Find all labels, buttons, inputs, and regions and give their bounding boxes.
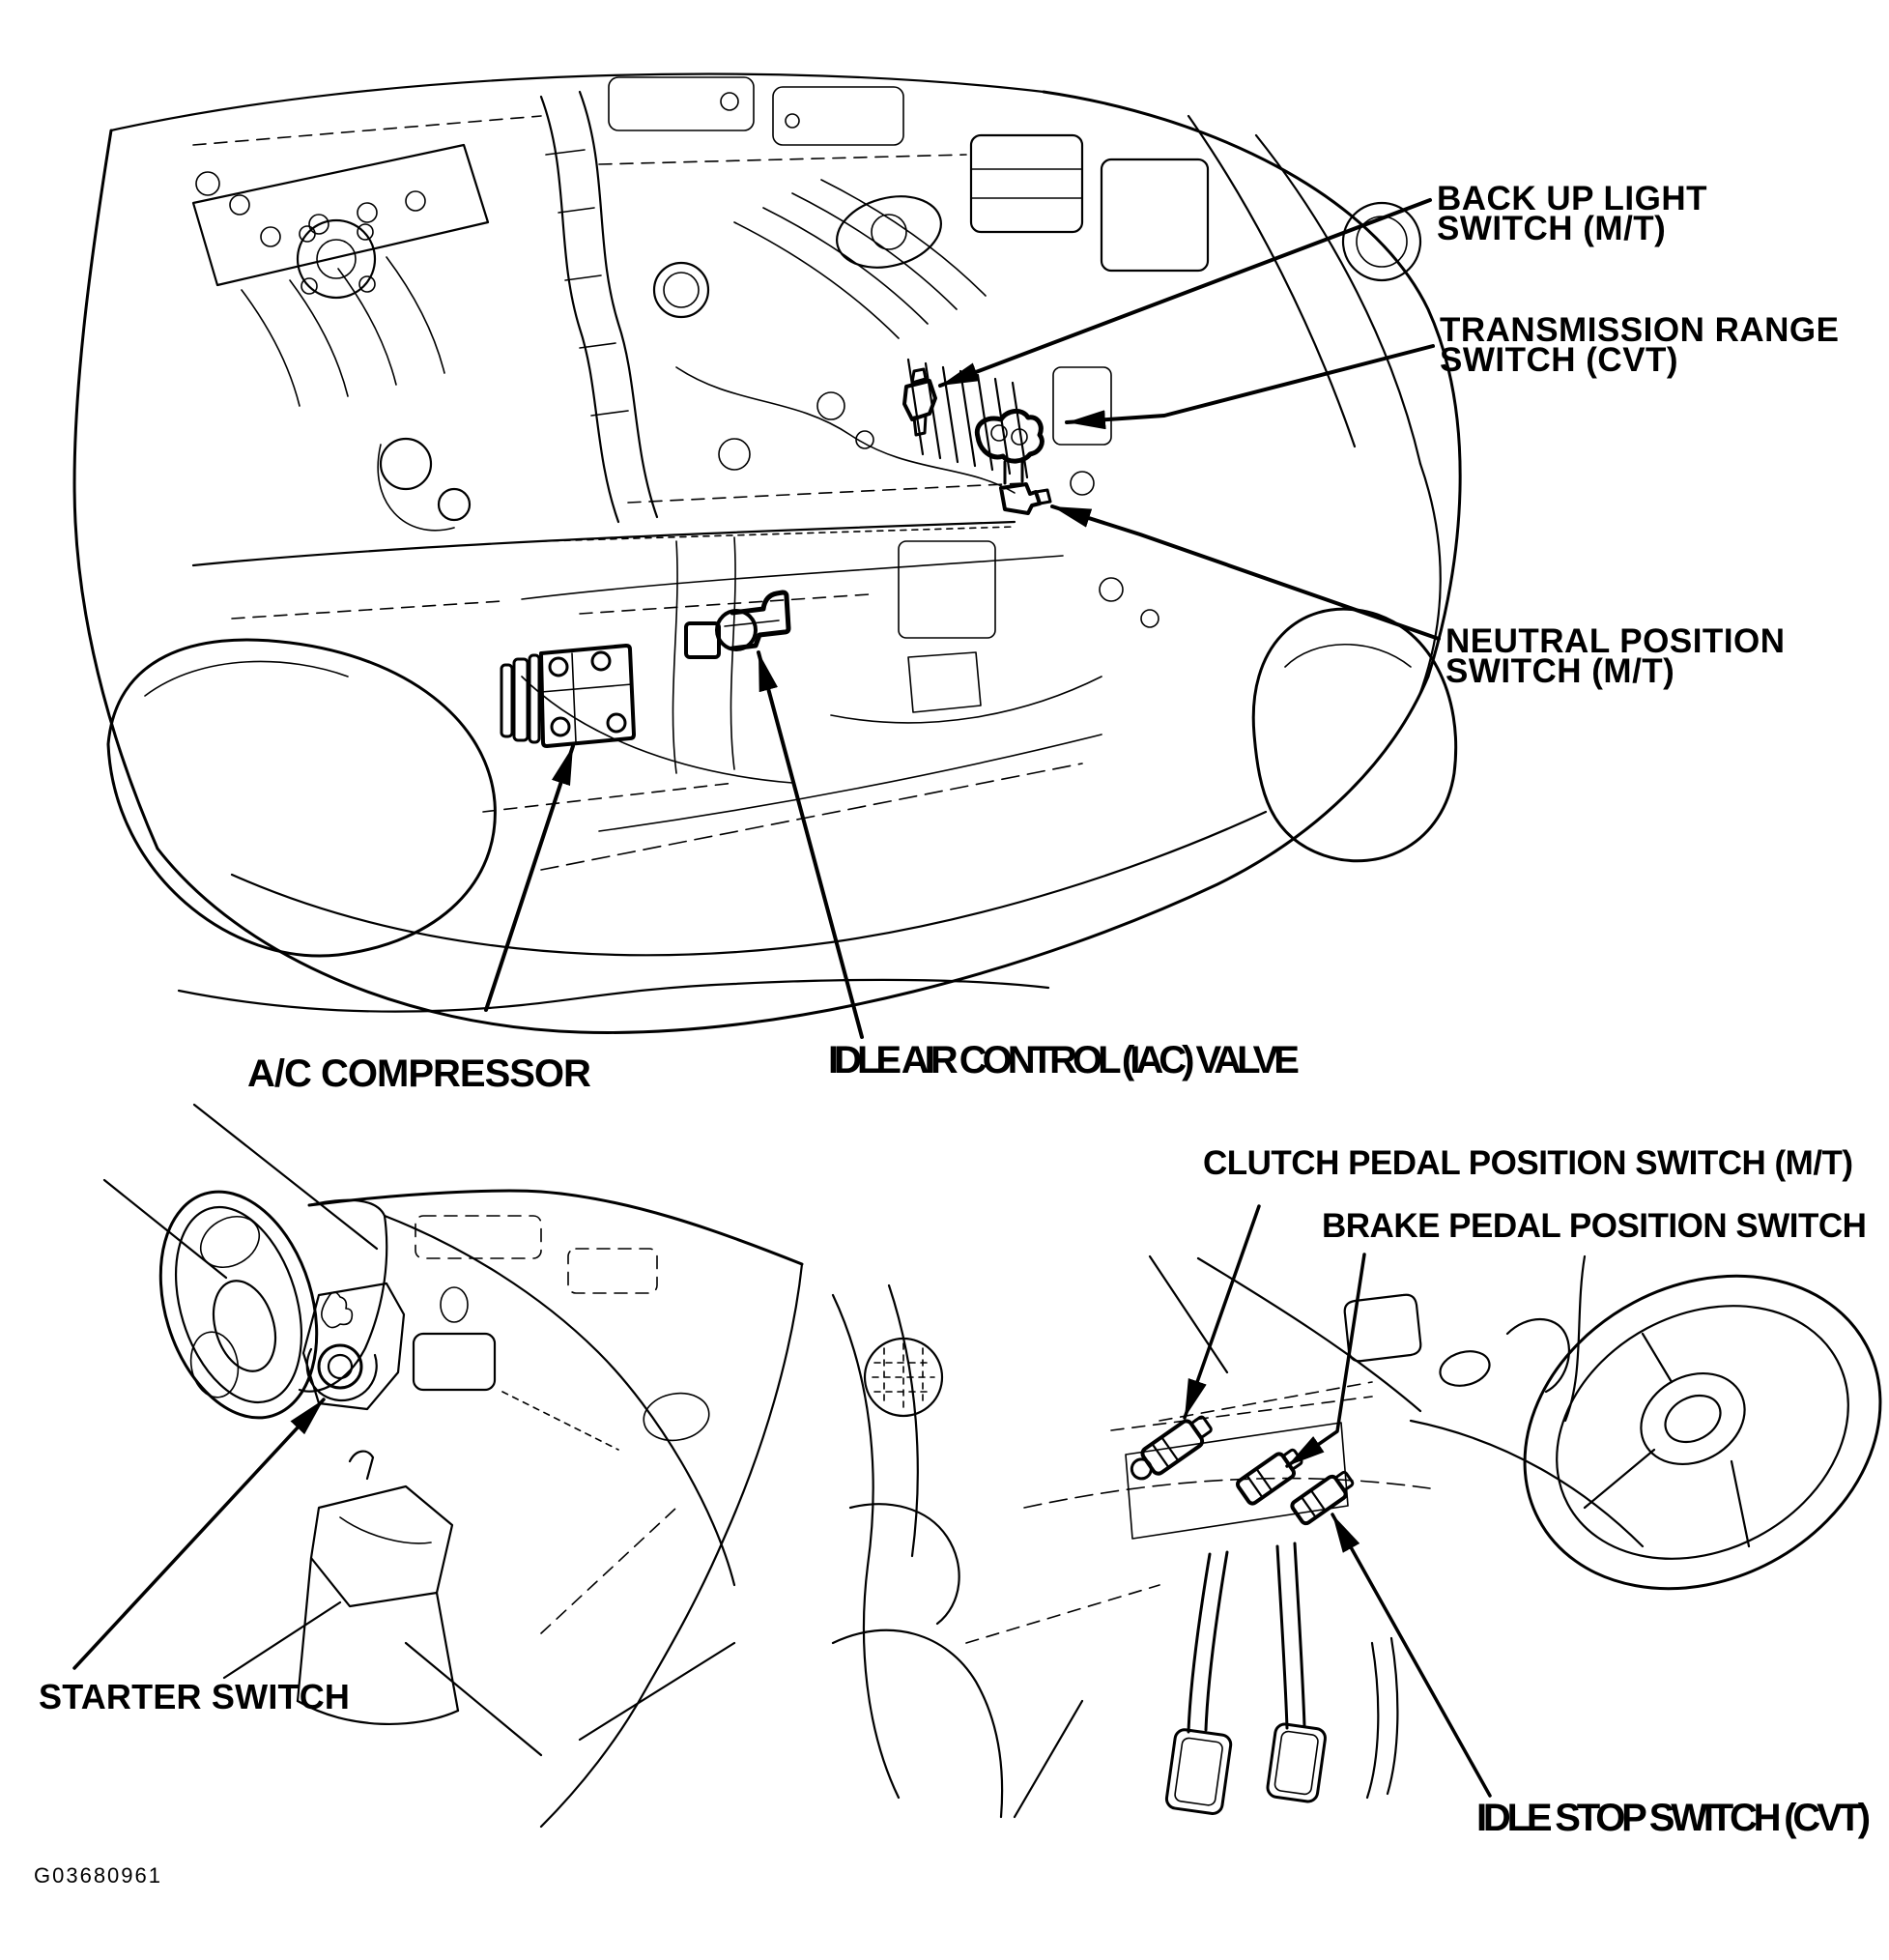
callout-line-idle-stop (1332, 1514, 1490, 1796)
dashboard-steering-illustration (104, 1105, 802, 1827)
idle-stop-switch-label: IDLE STOP SWITCH (CVT) (1476, 1797, 1867, 1839)
pedal-assembly-illustration (833, 1216, 1889, 1817)
iac-valve-drawing (686, 592, 788, 657)
brake-pedal-switch-label: BRAKE PEDAL POSITION SWITCH (1322, 1207, 1867, 1245)
speaker-grille-drawing (865, 1339, 942, 1416)
ac-compressor-label: A/C COMPRESSOR (247, 1052, 590, 1095)
callout-line-neutral-position (1052, 506, 1439, 639)
idle-stop-switch-drawing (1290, 1468, 1357, 1525)
starter-switch-label: STARTER SWITCH (39, 1677, 351, 1716)
ac-compressor-drawing (501, 646, 634, 746)
label-line: SWITCH (M/T) (1437, 210, 1667, 247)
callout-line-ac-compressor (486, 746, 573, 1010)
transmission-range-switch-label (1440, 311, 1840, 379)
steering-wheel-drawing (134, 1172, 343, 1437)
callout-line-iac-valve (758, 652, 862, 1037)
label-line: SWITCH (CVT) (1440, 341, 1679, 379)
callout-line-starter-switch (74, 1399, 324, 1668)
figure-code: G03680961 (34, 1863, 162, 1888)
label-line: NEUTRAL POSITION (1445, 622, 1786, 660)
clutch-pedal-switch-label: CLUTCH PEDAL POSITION SWITCH (M/T) (1203, 1144, 1853, 1182)
clutch-pedal-switch-drawing (1126, 1411, 1216, 1486)
neutral-position-switch-drawing (1001, 484, 1050, 513)
callout-line-clutch-pedal (1185, 1206, 1259, 1418)
callout-line-transmission-range (1067, 346, 1433, 422)
starter-switch-drawing (307, 1345, 377, 1400)
label-line: TRANSMISSION RANGE (1440, 311, 1840, 349)
iac-valve-label: IDLE AIR CONTROL (IAC) VALVE (828, 1039, 1295, 1081)
brake-pedal-switch-drawing (1236, 1445, 1306, 1506)
label-line: SWITCH (M/T) (1445, 652, 1675, 690)
steering-wheel-drawing-right (1470, 1216, 1889, 1650)
label-line: BACK UP LIGHT (1437, 180, 1708, 217)
pedal-drawing (1165, 1543, 1397, 1815)
engine-bay-illustration (74, 74, 1460, 1033)
neutral-position-switch-label (1445, 622, 1786, 690)
backup-light-switch-label (1437, 180, 1708, 247)
